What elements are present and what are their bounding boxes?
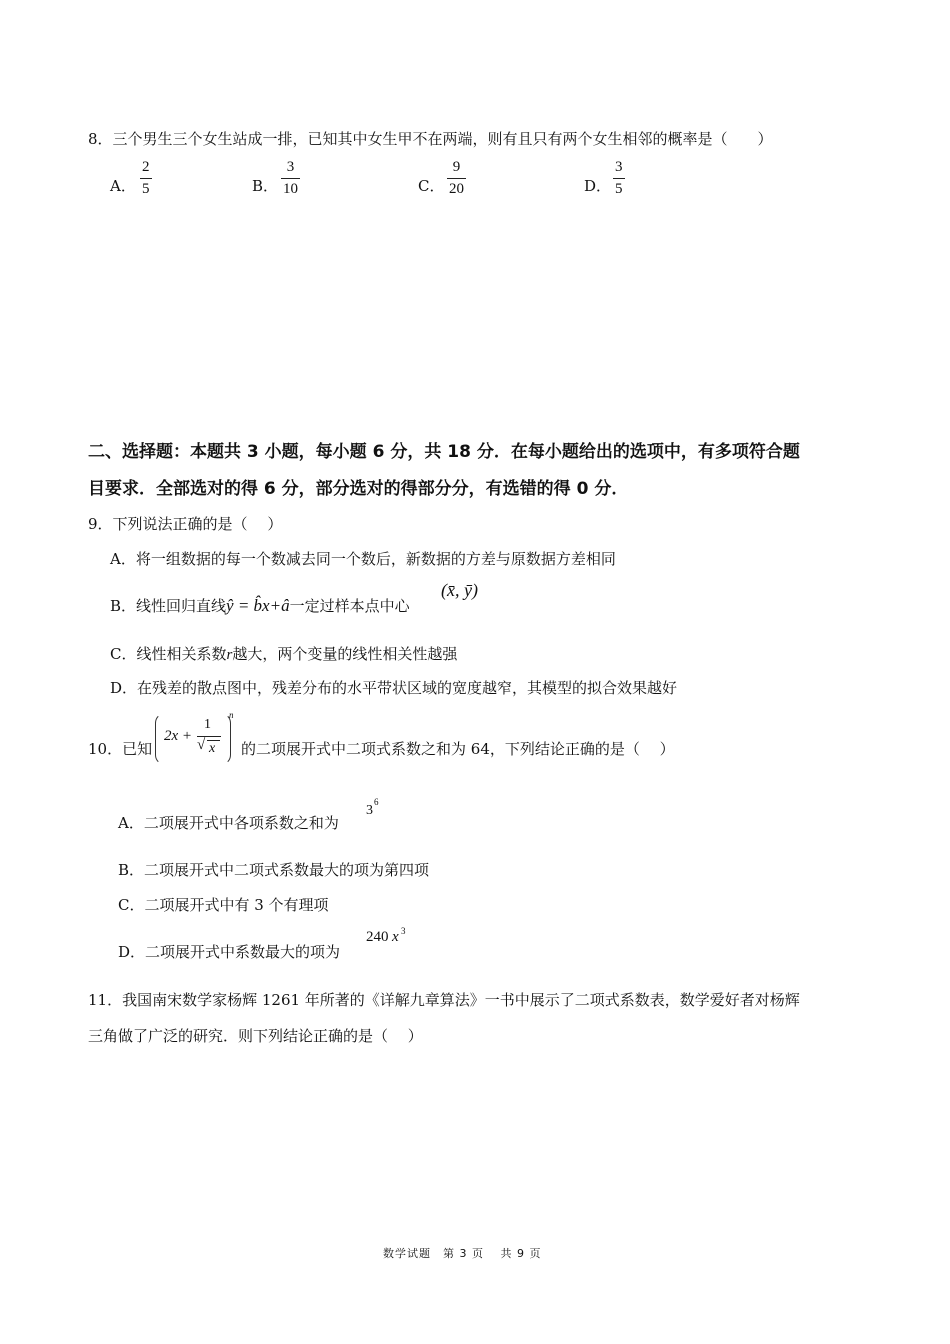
section-2-heading-line-1: 二、选择题：本题共 3 小题，每小题 6 分，共 18 分．在每小题给出的选项中，有多项符合题 bbox=[88, 442, 800, 462]
section-2-heading-line-2: 目要求．全部选对的得 6 分，部分选对的得部分分，有选错的得 0 分． bbox=[88, 479, 629, 499]
correlation-variable-r: r bbox=[226, 647, 233, 663]
q8-option-b-fraction bbox=[281, 160, 300, 197]
question-11-stem-line-1: 11．我国南宋数学家杨辉 1261 年所著的《详解九章算法》一书中展示了二项式系数表，数学爱好者对杨辉 bbox=[88, 991, 800, 1009]
q10-option-d-coefficient: 240 bbox=[366, 929, 389, 945]
question-10-stem: 的二项展开式中二项式系数之和为 64，下列结论正确的是（ ） bbox=[241, 740, 675, 758]
q10-option-a: A．二项展开式中各项系数之和为 bbox=[118, 814, 339, 832]
q9-option-b-text: B．线性回归直线 bbox=[110, 597, 227, 615]
fraction-denominator: 5 bbox=[142, 181, 150, 197]
question-9-stem: 9．下列说法正确的是（ ） bbox=[88, 515, 283, 533]
q9-option-b bbox=[110, 595, 410, 616]
q10-option-a-base: 3 bbox=[366, 803, 373, 818]
q10-option-d-variable: x bbox=[392, 929, 399, 945]
fraction-denominator: 5 bbox=[615, 181, 623, 197]
q9-option-c-text: C．线性相关系数 bbox=[110, 645, 227, 663]
fraction-numerator: 3 bbox=[615, 159, 623, 175]
fraction-denominator: 10 bbox=[283, 181, 298, 197]
binomial-fraction-numerator: 1 bbox=[204, 717, 211, 732]
sqrt-sign-icon: √ bbox=[197, 737, 206, 753]
binomial-exponent-n: n bbox=[229, 710, 234, 720]
fraction-numerator: 9 bbox=[452, 159, 461, 175]
q8-option-a-fraction bbox=[140, 160, 152, 197]
q9-option-c bbox=[110, 643, 457, 664]
q8-option-d-fraction bbox=[613, 160, 625, 197]
q8-option-c-fraction bbox=[447, 160, 466, 197]
q10-option-d-exponent: 3 bbox=[401, 926, 406, 936]
q8-option-d-label: D． bbox=[584, 177, 612, 195]
q10-option-b: B．二项展开式中二项式系数最大的项为第四项 bbox=[118, 861, 430, 879]
binomial-term-2x: 2x + bbox=[164, 728, 193, 744]
sample-center-point: (x̄, ȳ) bbox=[441, 580, 478, 600]
q8-option-b-label: B． bbox=[252, 177, 279, 195]
q8-option-c-label: C． bbox=[418, 177, 445, 195]
q9-option-c-text-tail: 越大，两个变量的线性相关性越强 bbox=[232, 645, 458, 663]
q10-option-a-exponent: 6 bbox=[374, 797, 379, 807]
q10-option-d: D．二项展开式中系数最大的项为 bbox=[118, 943, 341, 961]
question-11-stem-line-2: 三角做了广泛的研究．则下列结论正确的是（ ） bbox=[88, 1027, 423, 1045]
regression-equation: ŷ = b̂x+â bbox=[226, 596, 290, 615]
q9-option-d: D．在残差的散点图中，残差分布的水平带状区域的宽度越窄，其模型的拟合效果越好 bbox=[110, 679, 678, 697]
fraction-denominator: 20 bbox=[449, 181, 464, 197]
question-10-prefix: 10．已知 bbox=[88, 740, 153, 758]
binomial-fraction-denominator: x bbox=[209, 741, 216, 756]
page-footer: 数学试题 第 3 页 共 9 页 bbox=[383, 1247, 542, 1260]
fraction-numerator: 2 bbox=[142, 159, 150, 175]
q9-option-b-text-tail: 一定过样本点中心 bbox=[289, 597, 410, 615]
q10-option-c: C．二项展开式中有 3 个有理项 bbox=[118, 896, 329, 914]
question-8-stem: 8．三个男生三个女生站成一排，已知其中女生甲不在两端，则有且只有两个女生相邻的概率是（ ） bbox=[88, 130, 773, 148]
fraction-numerator: 3 bbox=[286, 159, 295, 175]
q8-option-a-label: A． bbox=[110, 177, 136, 195]
q9-option-a: A．将一组数据的每一个数减去同一个数后，新数据的方差与原数据方差相同 bbox=[110, 550, 616, 568]
